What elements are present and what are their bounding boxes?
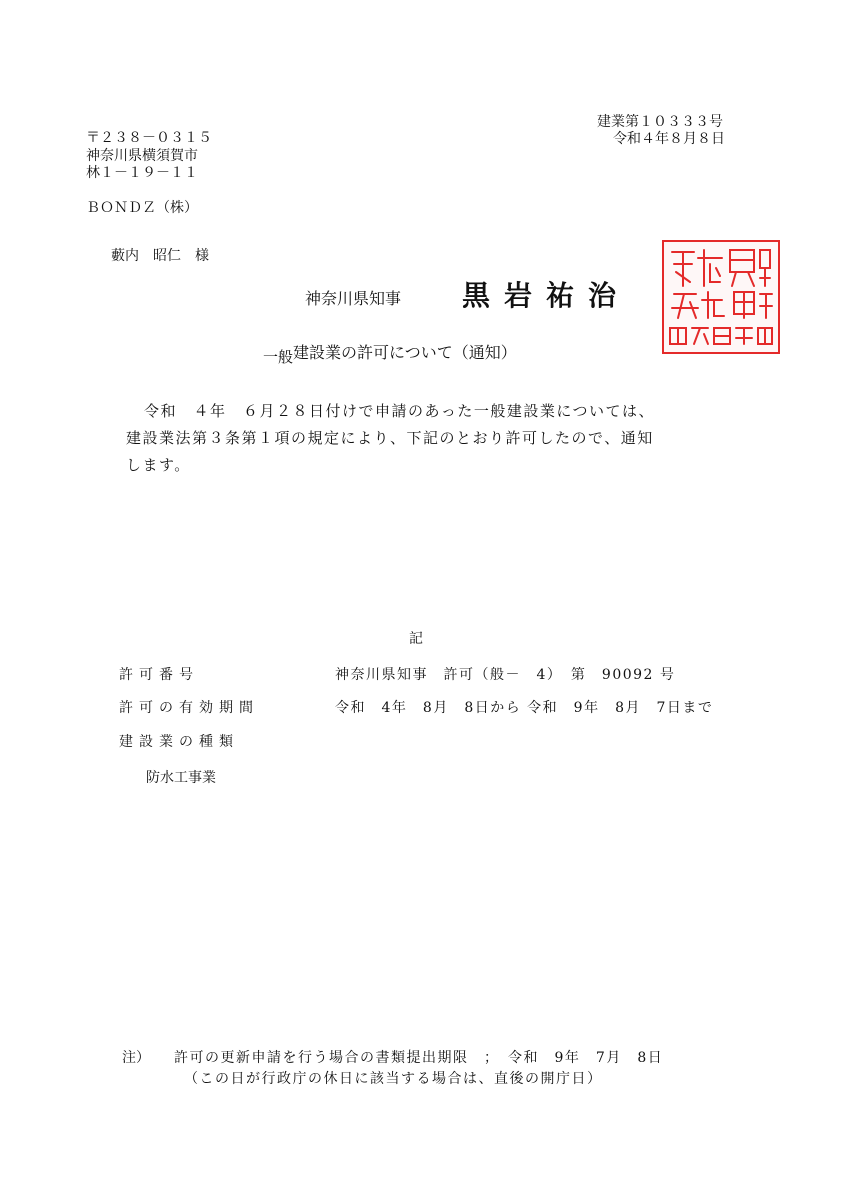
validity-period-value: 令和 4年 8月 8日から 令和 9年 8月 7日まで [335,700,714,716]
body-paragraph [126,398,726,479]
note-subtext: （この日が行政庁の休日に該当する場合は、直後の開庁日） [184,1071,603,1087]
recipient-name: 藪内 昭仁 様 [111,248,209,264]
validity-period-label: 許可の有効期間 [119,700,259,716]
recipient-company: ＢＯＮＤＺ（株） [86,200,198,216]
body-line-3: します。 [126,456,191,474]
document-subject [263,340,517,366]
subject-text: 建設業の許可について（通知） [293,343,517,362]
document-number: 建業第１０３３３号 [597,114,723,130]
document-date: 令和４年８月８日 [613,131,725,147]
note-text: 許可の更新申請を行う場合の書類提出期限 ； 令和 9年 7月 8日 [174,1050,664,1066]
body-line-1: 令和 ４年 ６月２８日付けで申請のあった一般建設業については、 [144,402,656,420]
body-line-2: 建設業法第３条第１項の規定により、下記のとおり許可したので、通知 [126,429,654,447]
industry-type-label: 建設業の種類 [119,734,239,750]
issuer-title: 神奈川県知事 [305,289,402,308]
details-heading: 記 [409,631,423,647]
issuer-name: 黒岩祐治 [462,279,631,312]
recipient-address-street: 林１－１９－１１ [86,165,198,181]
recipient-address-city: 神奈川県横須賀市 [86,148,198,164]
permit-number-value: 神奈川県知事 許可（般－ 4） 第 90092 号 [335,667,676,683]
official-seal [662,240,780,354]
recipient-postal-code: 〒２３８－０３１５ [86,130,212,146]
note-label: 注） [122,1050,150,1066]
official-seal-stamp-icon [664,242,778,352]
subject-prefix: 一般 [263,348,294,366]
permit-number-label: 許可番号 [119,667,199,683]
industry-type-value: 防水工事業 [146,770,216,786]
